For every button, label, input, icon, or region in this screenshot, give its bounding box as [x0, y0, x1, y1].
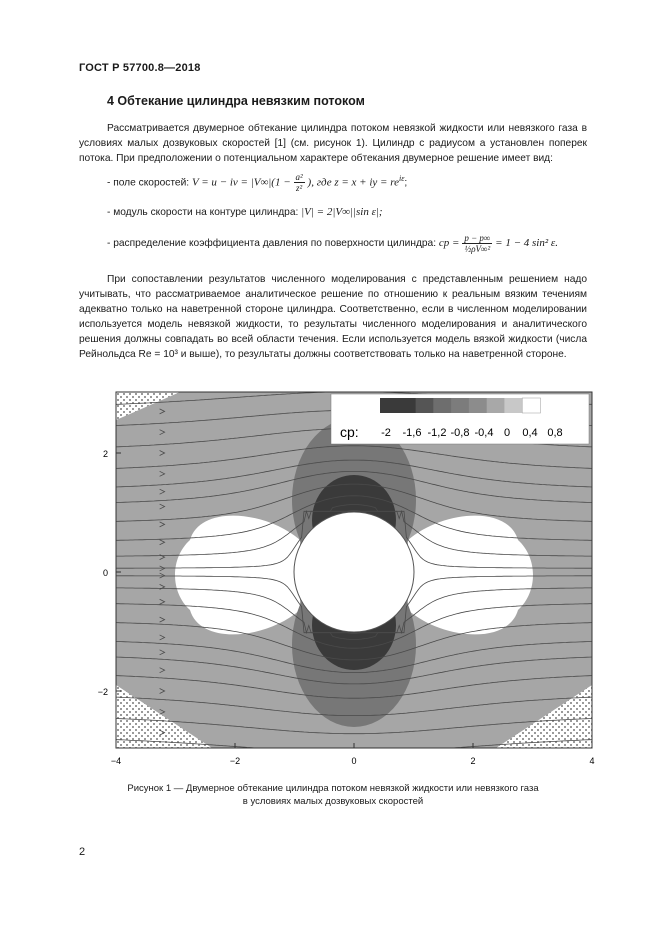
- legend-tick-label: -2: [381, 427, 391, 439]
- punct: ;: [404, 177, 408, 189]
- standard-id: ГОСТ Р 57700.8—2018: [79, 62, 201, 74]
- y-tick-label: 2: [102, 449, 108, 459]
- legend-tick-label: 0: [503, 427, 511, 439]
- legend-swatch: [504, 398, 522, 413]
- bullet-label: - модуль скорости на контуре цилиндра:: [107, 207, 299, 218]
- x-tick-label: 4: [589, 756, 595, 766]
- formula: = 1 − 4 sin² ε.: [495, 237, 558, 250]
- formula: cp =: [438, 237, 460, 250]
- formula: V = u − iv = |V∞|(1 −: [191, 176, 291, 189]
- formula: |V| = 2|V∞||sin ε|;: [301, 206, 383, 218]
- exponent: iε: [398, 174, 405, 183]
- section-heading: 4 Обтекание цилиндра невязким потоком: [107, 94, 365, 108]
- legend-tick-label: 0,4: [522, 427, 538, 439]
- y-tick-label: −2: [97, 687, 108, 697]
- numerator: a²: [295, 172, 303, 183]
- legend-swatch: [487, 398, 505, 413]
- y-tick-label: 0: [102, 568, 108, 578]
- intro-paragraph: Рассматривается двумерное обтекание цилиндра потоком невязкой жидкости или невязкого газа в условиях малых дозвуковых скоростей [1] (см. рисунок 1). Цилиндр с радиусом a установлен поперек потока. При предположении о потенциальном характере обтекания двумерное решение имеет вид:: [79, 123, 587, 164]
- legend: [331, 394, 589, 444]
- page-number: 2: [79, 846, 86, 858]
- bullet-label: - поле скоростей:: [107, 177, 190, 189]
- legend-title: cp:: [340, 424, 359, 440]
- legend-swatch: [451, 398, 469, 413]
- x-tick-label: 2: [470, 756, 476, 766]
- legend-swatch: [416, 398, 434, 413]
- legend-tick-label: -1,2: [427, 427, 447, 439]
- formula: ), где z = x + iy = re: [307, 176, 399, 189]
- x-tick-label: 0: [351, 756, 357, 766]
- legend-colorbar: [380, 398, 541, 413]
- cylinder: [294, 512, 414, 632]
- legend-tick-label: -0,4: [474, 427, 494, 439]
- legend-swatch: [433, 398, 451, 413]
- x-tick-label: −4: [110, 756, 122, 766]
- legend-swatch: [469, 398, 487, 413]
- denominator: ½ρV∞²: [464, 244, 491, 254]
- caption-line-2: в условиях малых дозвуковых скоростей: [242, 796, 424, 807]
- plot-area: [116, 392, 592, 753]
- denominator: z²: [296, 183, 303, 194]
- legend-swatch: [522, 398, 540, 413]
- numerator: p − p∞: [464, 233, 491, 243]
- bullet-label: - распределение коэффициента давления по поверхности цилиндра:: [107, 238, 437, 250]
- figure-caption: [79, 782, 587, 808]
- legend-tick-label: 0,8: [547, 427, 563, 439]
- x-tick-label: −2: [229, 756, 241, 766]
- conclusion-paragraph: При сопоставлении результатов численного моделирования с представленным решением надо учитывать, что рассматриваемое аналитическое решение по отношению к реальным вязким течениям адекватно только на наветренной стороне цилиндра. Соответственно, если в численном моделировании используется модель невязкой жидкости, то результаты численного моделирования и аналитического решения должны совпадать во всей области течения. Если используется модель вязкой жидкости (числа Рейнольдса Re = 10³ и выше), то результаты должны соответствовать только на наветренной стороне.: [79, 274, 587, 360]
- caption-line-1: Рисунок 1 — Двумерное обтекание цилиндра потоком невязкой жидкости или невязкого газа: [127, 783, 539, 794]
- legend-swatch: [398, 398, 416, 413]
- legend-swatch: [380, 398, 398, 413]
- legend-tick-label: -1,6: [402, 427, 422, 439]
- legend-tick-label: -0,8: [450, 427, 470, 439]
